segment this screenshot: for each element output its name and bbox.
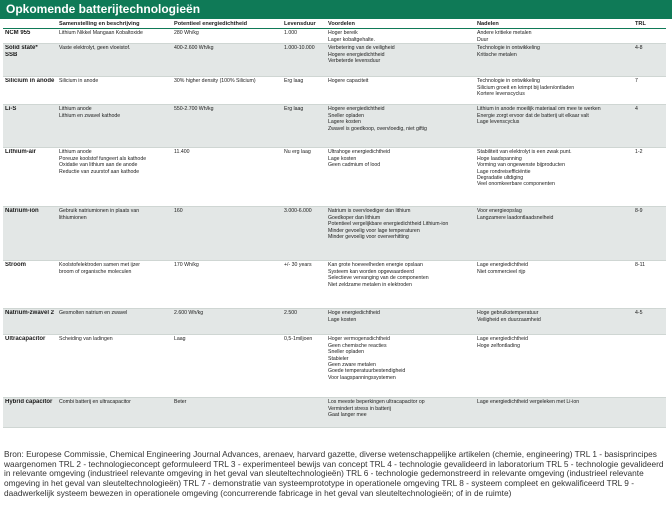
cell-line: Minder gevoelig voor oververhitting bbox=[328, 234, 409, 241]
tech-name bbox=[3, 207, 57, 261]
table-row bbox=[3, 44, 666, 77]
cell-line: Zwavel is goedkoop, overvloedig, niet giftig bbox=[328, 125, 427, 132]
density-cell bbox=[172, 77, 282, 105]
density-cell bbox=[172, 398, 282, 428]
description-cell bbox=[57, 105, 172, 148]
table-row bbox=[3, 148, 666, 207]
table-row bbox=[3, 29, 666, 44]
advantages-cell bbox=[326, 207, 475, 261]
lifespan-cell bbox=[282, 261, 326, 309]
cell-line: NCM 955 bbox=[5, 30, 31, 37]
density-cell bbox=[172, 105, 282, 148]
advantages-cell bbox=[326, 309, 475, 335]
tech-name bbox=[3, 398, 57, 428]
cell-line: Hoger vermogensdichtheid bbox=[328, 336, 390, 343]
cell-line: 2.600 Wh/kg bbox=[174, 310, 204, 317]
cell-line: Gebruik natriumionen in plaats van bbox=[59, 208, 140, 215]
lifespan-cell bbox=[282, 29, 326, 44]
cell-line: Langzamere laadontlaadsnelheid bbox=[477, 214, 554, 221]
cell-line: Hoge gebruikstemperatuur bbox=[477, 310, 539, 317]
disadvantages-cell bbox=[475, 335, 633, 398]
cell-line: Lage levenscyclus bbox=[477, 119, 520, 126]
cell-line: Degradatie ultdiging bbox=[477, 175, 524, 182]
tech-name bbox=[3, 261, 57, 309]
density-cell bbox=[172, 261, 282, 309]
cell-line: Natrium-ion bbox=[5, 208, 39, 215]
trl-cell bbox=[633, 29, 666, 44]
table-row bbox=[3, 398, 666, 428]
cell-line: 2.500 bbox=[284, 310, 297, 317]
lifespan-cell bbox=[282, 148, 326, 207]
cell-line: Vaste elektrolyt, geen vloeistof. bbox=[59, 45, 131, 52]
cell-line: Oxidatie van lithium aan de anode bbox=[59, 162, 138, 169]
advantages-cell bbox=[326, 335, 475, 398]
cell-line: Veiligheid en duurzaamheid bbox=[477, 316, 541, 323]
cell-line: Lage rondreisefficiëntie bbox=[477, 168, 531, 175]
footnote bbox=[4, 450, 666, 499]
table-row bbox=[3, 105, 666, 148]
cell-line: Gaat langer mee bbox=[328, 412, 367, 419]
cell-line: Lagere kosten bbox=[328, 119, 361, 126]
density-cell bbox=[172, 44, 282, 77]
disadvantages-cell bbox=[475, 77, 633, 105]
cell-line: 550-2.700 Wh/kg bbox=[174, 106, 214, 113]
advantages-cell bbox=[326, 261, 475, 309]
table-row bbox=[3, 309, 666, 335]
cell-line: Vermindert stress in batterij bbox=[328, 405, 391, 412]
cell-line: Combi batterij en ultracapacitor bbox=[59, 399, 131, 406]
cell-line: lithiumionen bbox=[59, 214, 87, 221]
trl-legend: TRL 1 - basisprincipes waargenomen TRL 2 - technologieconcept geformuleerd TRL 3 - experimenteel bewijs van concept TRL 4 - technologie gevalideerd in laboratorium TRL 5 - technologie gevalideerd in relevante omgeving (industrieel relevante omgeving in het geval van sleuteltechnologieën) TRL 6 - technologie gedemonstreerd in relevante omgeving (industrieel relevante omgeving in het geval van sleuteltechnologieën) TRL 7 - demonstratie van systeemprototype in operationele omgeving TRL 8 - systeem compleet en gekwalificeerd TRL 9 - daadwerkelijk systeem bewezen in operationele omgeving (concurrerende fabricage in het geval van sleuteltechnologieën; of in de ruimte) bbox=[4, 449, 664, 498]
cell-line: Nu erg laag bbox=[284, 149, 311, 156]
cell-line: Laag bbox=[174, 336, 186, 343]
cell-line: Niet zeldzame metalen in elektroden bbox=[328, 281, 412, 288]
cell-line: Verbeterde levensduur bbox=[328, 58, 381, 65]
disadvantages-cell bbox=[475, 398, 633, 428]
cell-line: Scheiding van ladingen bbox=[59, 336, 113, 343]
trl-cell: 1-2 bbox=[633, 148, 666, 207]
cell-line: Hoge laadspanning bbox=[477, 155, 522, 162]
cell-line: Niet commercieel rijp bbox=[477, 268, 526, 275]
cell-line: Lage kosten bbox=[328, 316, 357, 323]
tech-name bbox=[3, 44, 57, 77]
trl-cell: 4-5 bbox=[633, 309, 666, 335]
cell-line: Silicium in anode bbox=[59, 78, 99, 85]
cell-line: Energie zorgt ervoor dat de batterij uit elkaar valt bbox=[477, 112, 589, 119]
description-cell bbox=[57, 44, 172, 77]
cell-line: Ultrahoge energiedichtheid bbox=[328, 149, 391, 156]
disadvantages-cell bbox=[475, 44, 633, 77]
table-row bbox=[3, 207, 666, 261]
cell-line: Stroom bbox=[5, 262, 26, 269]
cell-line: 0,5-1miljoen bbox=[284, 336, 313, 343]
cell-line: Hoger bereik bbox=[328, 30, 358, 37]
cell-line: Lage energiedichtheid vergeleken met Li-ion bbox=[477, 399, 580, 406]
cell-line: Systeem kan worden opgewaardeerd bbox=[328, 268, 414, 275]
density-cell bbox=[172, 309, 282, 335]
cell-line: Solid state* bbox=[5, 45, 38, 52]
cell-line: Lage kosten bbox=[328, 155, 357, 162]
cell-line: Lage energiedichtheid bbox=[477, 336, 529, 343]
cell-line: Goede temperatuurbestendigheid bbox=[328, 368, 406, 375]
advantages-cell bbox=[326, 44, 475, 77]
cell-line: Lithium anode bbox=[59, 106, 92, 113]
cell-line: Los meeste beperkingen ultracapacitor op bbox=[328, 399, 425, 406]
cell-line: Beter bbox=[174, 399, 187, 406]
column-header: Samenstelling en beschrijving bbox=[57, 21, 172, 29]
column-header: Voordelen bbox=[326, 21, 475, 29]
cell-line: Lithium en zwavel kathode bbox=[59, 112, 121, 119]
column-header bbox=[3, 21, 57, 29]
advantages-cell bbox=[326, 77, 475, 105]
cell-line: Kortere levenscyclus bbox=[477, 91, 525, 98]
trl-cell: 4 bbox=[633, 105, 666, 148]
cell-line: Geen zware metalen bbox=[328, 362, 376, 369]
cell-line: Geen cadmium of lood bbox=[328, 162, 381, 169]
table-row bbox=[3, 261, 666, 309]
table-row bbox=[3, 77, 666, 105]
advantages-cell bbox=[326, 105, 475, 148]
cell-line: Kritische metalen bbox=[477, 51, 517, 58]
cell-line: SSB bbox=[5, 52, 18, 59]
cell-line: Stabiliteit van elektrolyt is een zwak punt. bbox=[477, 149, 572, 156]
description-cell bbox=[57, 335, 172, 398]
page-title: Opkomende batterijtechnologieën bbox=[0, 0, 672, 19]
trl-cell: 8-9 bbox=[633, 207, 666, 261]
cell-line: Kan grote hoeveelheden energie opslaan bbox=[328, 262, 423, 269]
cell-line: Hybrid capacitor bbox=[5, 399, 53, 406]
cell-line: Sneller opladen bbox=[328, 349, 365, 356]
disadvantages-cell bbox=[475, 207, 633, 261]
cell-line: 400-2.600 Wh/kg bbox=[174, 45, 214, 52]
description-cell bbox=[57, 309, 172, 335]
cell-line: Voor laagspanningssystemen bbox=[328, 374, 396, 381]
cell-line: 170 Wh/kg bbox=[174, 262, 199, 269]
disadvantages-cell bbox=[475, 29, 633, 44]
cell-line: Hoge zelfontlading bbox=[477, 342, 520, 349]
disadvantages-cell bbox=[475, 105, 633, 148]
column-header: Potentieel energiedichtheid bbox=[172, 21, 282, 29]
trl-cell: 7 bbox=[633, 77, 666, 105]
cell-line: Li-S bbox=[5, 106, 17, 113]
cell-line: Gesmolten natrium en zwavel bbox=[59, 310, 128, 317]
lifespan-cell bbox=[282, 207, 326, 261]
cell-line: Poreuze koolstof fungeert als kathode bbox=[59, 155, 147, 162]
column-header: Levensduur bbox=[282, 21, 326, 29]
cell-line: Reductie van zuurstof aan kathode bbox=[59, 168, 140, 175]
density-cell bbox=[172, 29, 282, 44]
cell-line: Technologie in ontwikkeling bbox=[477, 78, 540, 85]
tech-name bbox=[3, 335, 57, 398]
trl-cell: 8-11 bbox=[633, 261, 666, 309]
disadvantages-cell bbox=[475, 261, 633, 309]
cell-line: Hoge energiedichtheid bbox=[328, 310, 380, 317]
tech-name bbox=[3, 309, 57, 335]
cell-line: 11.400 bbox=[174, 149, 190, 156]
column-header: Nadelen bbox=[475, 21, 633, 29]
cell-line: Natrium is overvloediger dan lithium bbox=[328, 208, 411, 215]
description-cell bbox=[57, 29, 172, 44]
cell-line: Technologie in ontwikkeling bbox=[477, 45, 540, 52]
cell-line: Minder gevoelig voor lage temperaturen bbox=[328, 227, 420, 234]
cell-line: Silicium in anode bbox=[5, 78, 55, 85]
cell-line: Selectieve vervanging van de componenten bbox=[328, 275, 429, 282]
lifespan-cell bbox=[282, 309, 326, 335]
cell-line: Koolstofelektroden samen met ijzer bbox=[59, 262, 141, 269]
lifespan-cell bbox=[282, 44, 326, 77]
cell-line: Duur bbox=[477, 36, 489, 43]
lifespan-cell bbox=[282, 398, 326, 428]
cell-line: Lithium in anode moeilijk materiaal om mee te werken bbox=[477, 106, 601, 113]
cell-line: Erg laag bbox=[284, 106, 304, 113]
cell-line: Silicium groeit en krimpt bij laden/ontladen bbox=[477, 84, 575, 91]
cell-line: Vorming van ongewenste bijproducten bbox=[477, 162, 565, 169]
cell-line: Natrium-zwavel 2 bbox=[5, 310, 55, 317]
advantages-cell bbox=[326, 398, 475, 428]
cell-line: Stabieler bbox=[328, 355, 349, 362]
column-header: TRL bbox=[633, 21, 666, 29]
density-cell bbox=[172, 207, 282, 261]
cell-line: Erg laag bbox=[284, 78, 304, 85]
cell-line: 1.000-10.000 bbox=[284, 45, 315, 52]
tech-name bbox=[3, 77, 57, 105]
cell-line: Lithium-air bbox=[5, 149, 36, 156]
description-cell bbox=[57, 77, 172, 105]
cell-line: Ultracapacitor bbox=[5, 336, 46, 343]
tech-name bbox=[3, 29, 57, 44]
advantages-cell bbox=[326, 148, 475, 207]
tech-name bbox=[3, 148, 57, 207]
table-row bbox=[3, 335, 666, 398]
cell-line: Veel onomkeerbare componenten bbox=[477, 181, 555, 188]
lifespan-cell bbox=[282, 105, 326, 148]
cell-line: Geen chemische reacties bbox=[328, 342, 387, 349]
cell-line: 3.000-6.000 bbox=[284, 208, 312, 215]
disadvantages-cell bbox=[475, 309, 633, 335]
cell-line: Andere kritieke metalen bbox=[477, 30, 532, 37]
description-cell bbox=[57, 398, 172, 428]
disadvantages-cell bbox=[475, 148, 633, 207]
cell-line: Lithium Nikkel Mangaan Kobaltoxide bbox=[59, 30, 143, 37]
trl-cell bbox=[633, 335, 666, 398]
cell-line: 1.000 bbox=[284, 30, 297, 37]
cell-line: Voor energieopslag bbox=[477, 208, 522, 215]
density-cell bbox=[172, 335, 282, 398]
cell-line: Lithium anode bbox=[59, 149, 92, 156]
density-cell bbox=[172, 148, 282, 207]
cell-line: +/- 30 years bbox=[284, 262, 312, 269]
cell-line: broom of organische moleculen bbox=[59, 268, 132, 275]
description-cell bbox=[57, 207, 172, 261]
table-header-row bbox=[3, 21, 666, 29]
cell-line: Lage energiedichtheid bbox=[477, 262, 529, 269]
source-note: Bron: Europese Commissie, Chemical Engineering Journal Advances, arenaev, harvard gazette, diverse wetenschappelijke artikelen (chemie, engineering) bbox=[4, 449, 573, 459]
trl-cell bbox=[633, 398, 666, 428]
trl-cell: 4-8 bbox=[633, 44, 666, 77]
cell-line: 30% higher density (100% Silicium) bbox=[174, 78, 256, 85]
cell-line: Lager kobaltgehalte. bbox=[328, 36, 376, 43]
advantages-cell bbox=[326, 29, 475, 44]
cell-line: 160 bbox=[174, 208, 183, 215]
cell-line: Hogere energiedichtheid bbox=[328, 51, 385, 58]
cell-line: Verbetering van de veiligheid bbox=[328, 45, 395, 52]
description-cell bbox=[57, 148, 172, 207]
cell-line: Hogere capaciteit bbox=[328, 78, 369, 85]
cell-line: Sneller opladen bbox=[328, 112, 365, 119]
cell-line: Hogere energiedichtheid bbox=[328, 106, 385, 113]
lifespan-cell bbox=[282, 335, 326, 398]
lifespan-cell bbox=[282, 77, 326, 105]
table-body bbox=[3, 29, 666, 428]
technology-table bbox=[3, 21, 666, 428]
cell-line: 280 Wh/kg bbox=[174, 30, 199, 37]
cell-line: Goedkoper dan lithium bbox=[328, 214, 381, 221]
cell-line: Potentieel vergelijkbare energiedichtheid Lithium-ion bbox=[328, 221, 449, 228]
description-cell bbox=[57, 261, 172, 309]
tech-name bbox=[3, 105, 57, 148]
